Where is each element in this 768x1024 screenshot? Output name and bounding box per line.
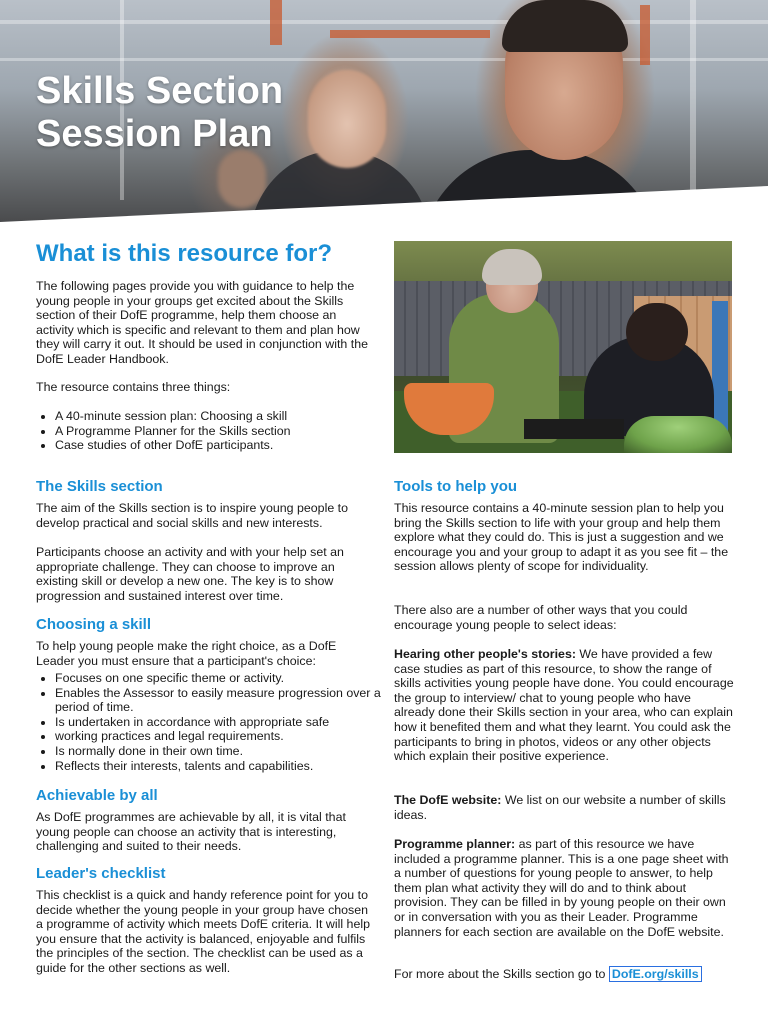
intro-heading: What is this resource for? bbox=[36, 240, 333, 267]
list-item: • A Programme Planner for the Skills section bbox=[55, 424, 391, 439]
page-title-line-2: Session Plan bbox=[36, 113, 273, 155]
hero-banner bbox=[0, 0, 768, 222]
more-info-text: For more about the Skills section go to bbox=[394, 967, 609, 981]
list-item: • A 40-minute session plan: Choosing a skill bbox=[55, 409, 391, 424]
skills-section-paragraph-1: The aim of the Skills section is to inspire young people to develop practical and social skills and new interests. bbox=[36, 501, 348, 530]
more-info-paragraph bbox=[394, 967, 734, 982]
list-item: • working practices and legal requirements. bbox=[55, 729, 393, 744]
list-item: • Enables the Assessor to easily measure progression over a period of time. bbox=[55, 686, 393, 715]
intro-list bbox=[36, 409, 391, 453]
page-title-line-1: Skills Section bbox=[36, 70, 284, 112]
list-item: • Focuses on one specific theme or activity. bbox=[55, 671, 393, 686]
choosing-skill-paragraph: To help young people make the right choice, as a DofE Leader you must ensure that a participant's choice: bbox=[36, 639, 337, 668]
skills-section-paragraph-2: Participants choose an activity and with your help set an appropriate challenge. They can choose to improve an existing skill or develop a new one. The key is to show progression and sustained interest over time. bbox=[36, 545, 344, 603]
list-item: • Case studies of other DofE participants. bbox=[55, 438, 391, 453]
achievable-paragraph: As DofE programmes are achievable by all, it is vital that young people can choose an activity that is interesting, challenging and suited to their needs. bbox=[36, 810, 346, 854]
list-item: • Is normally done in their own time. bbox=[55, 744, 393, 759]
achievable-heading: Achievable by all bbox=[36, 787, 158, 804]
tools-paragraph-2: There also are a number of other ways that you could encourage young people to select ideas: bbox=[394, 603, 688, 632]
tools-website-paragraph bbox=[394, 793, 732, 822]
skills-section-heading: The Skills section bbox=[36, 478, 163, 495]
leaders-checklist-paragraph: This checklist is a quick and handy reference point for you to decide whether the young people in your group have chosen a programme of activity which meets DofE criteria. It will help you ensure that the activity is balanced, enjoyable and fulfils the principles of the section. The checklist can be used as a guide for the other sections as well. bbox=[36, 888, 370, 975]
dofe-skills-link[interactable]: DofE.org/skills bbox=[609, 966, 702, 982]
intro-paragraph-2: The resource contains three things: bbox=[36, 380, 231, 394]
choosing-skill-heading: Choosing a skill bbox=[36, 616, 152, 633]
list-item: • Is undertaken in accordance with appropriate safe bbox=[55, 715, 393, 730]
hero-diagonal-edge bbox=[0, 0, 768, 222]
list-item: • Reflects their interests, talents and capabilities. bbox=[55, 759, 393, 774]
stories-label: Hearing other people's stories: bbox=[394, 647, 576, 661]
tools-paragraph-1: This resource contains a 40-minute session plan to help you bring the Skills section to life with your group and help them explore what they could do. This is just a suggestion and we encourage you and your group to adapt it as you see fit – the session allows plenty of scope for individuality. bbox=[394, 501, 729, 574]
choosing-skill-list bbox=[36, 671, 393, 773]
website-label: The DofE website: bbox=[394, 793, 502, 807]
website-text: We list on our website a number of skills ideas. bbox=[394, 793, 726, 822]
stories-text: We have provided a few case studies as part of this resource, to show the range of skills activities young people have done. You could encourage the group to interview/ chat to young people who have already done their Skills section in your area, who can explain how it benefited them and what they learnt. You could ask the participants to bring in photos, videos or any other objects which explain their positive experience. bbox=[394, 647, 734, 764]
tools-planner-paragraph bbox=[394, 837, 734, 939]
intro-paragraph-1: The following pages provide you with guidance to help the young people in your groups get excited about the Skills section of their DofE programme, help them choose an activity which is specific and relevant to them and plan how they will carry it out. It should be used in conjunction with the DofE Leader Handbook. bbox=[36, 279, 368, 366]
tools-heading: Tools to help you bbox=[394, 478, 518, 495]
leaders-checklist-heading: Leader's checklist bbox=[36, 865, 166, 882]
tools-stories-paragraph bbox=[394, 647, 734, 764]
planner-text: as part of this resource we have included a programme planner. This is a one page sheet with a number of questions for young people to answer, to help them plan what activity they will do and to think about provision. They can be filled in by young people on their own or in conversation with you as their Leader. Programme planners for each section are available on the DofE website. bbox=[394, 837, 729, 939]
planner-label: Programme planner: bbox=[394, 837, 516, 851]
gardening-photo bbox=[394, 241, 732, 453]
